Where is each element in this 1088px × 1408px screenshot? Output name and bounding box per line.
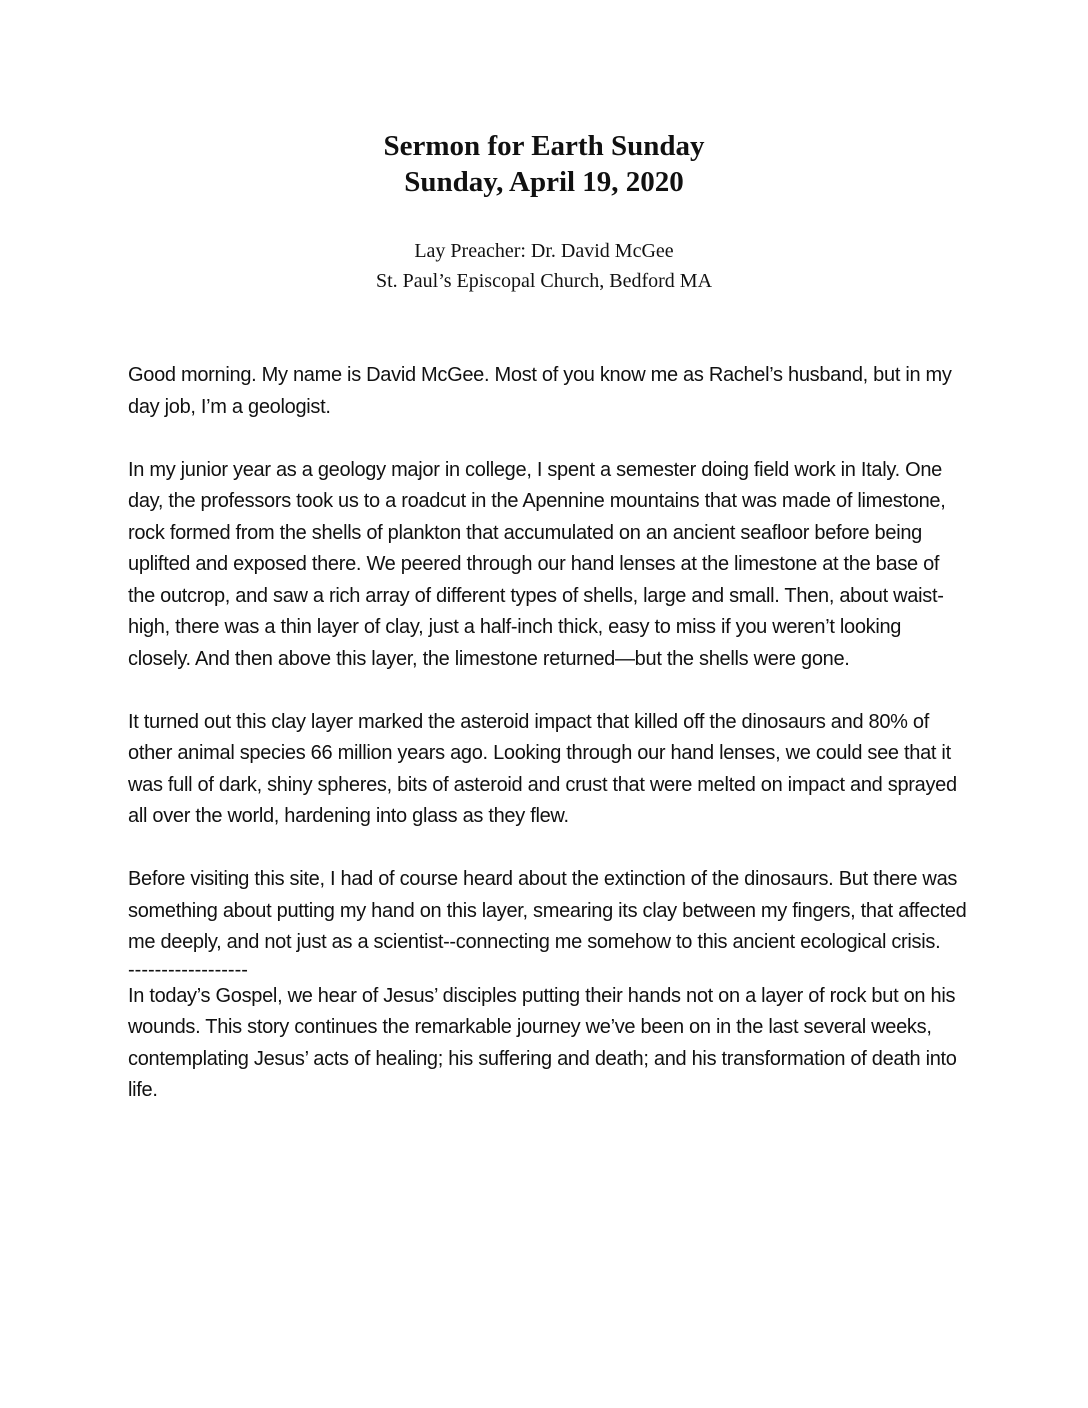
paragraph-intro: Good morning. My name is David McGee. Most of you know me as Rachel’s husband, but in my day job, I’m a geologist. <box>128 364 952 418</box>
byline-block <box>0 236 1088 296</box>
sermon-title: Sermon for Earth Sunday <box>383 130 705 162</box>
paragraph-clay-layer: It turned out this clay layer marked the asteroid impact that killed off the dinosaurs and 80% of other animal species 66 million years ago. Looking through our hand lenses, we could see that it was full of dark, shiny spheres, bits of asteroid and crust that were melted on impact and sprayed all over the world, hardening into glass as they flew. <box>128 710 957 827</box>
sermon-date: Sunday, April 19, 2020 <box>404 166 684 198</box>
section-divider: ------------------ <box>128 958 248 981</box>
paragraph-gospel: In today’s Gospel, we hear of Jesus’ disciples putting their hands not on a layer of rock but on his wounds. This story continues the remarkable journey we’ve been on in the last several weeks, contemplating Jesus’ acts of healing; his suffering and death; and his transformation of death into life. <box>128 984 957 1101</box>
preacher-line: Lay Preacher: Dr. David McGee <box>414 240 674 262</box>
title-block <box>0 128 1088 200</box>
sermon-body <box>128 360 968 1107</box>
paragraph-italy-fieldwork: In my junior year as a geology major in college, I spent a semester doing field work in Italy. One day, the professors took us to a roadcut in the Apennine mountains that was made of limestone, rock formed from the shells of plankton that accumulated on an ancient seafloor before being uplifted and exposed there. We peered through our hand lenses at the limestone at the base of the outcrop, and saw a rich array of different types of shells, large and small. Then, about waist-high, there was a thin layer of clay, just a half-inch thick, easy to miss if you weren’t looking closely. And then above this layer, the limestone returned—but the shells were gone. <box>128 458 946 670</box>
church-line: St. Paul’s Episcopal Church, Bedford MA <box>375 270 713 292</box>
paragraph-reflection: Before visiting this site, I had of course heard about the extinction of the dinosaurs. But there was something about putting my hand on this layer, smearing its clay between my fingers, that affected me deeply, and not just as a scientist--connecting me somehow to this ancient ecological crisis. <box>128 868 967 953</box>
